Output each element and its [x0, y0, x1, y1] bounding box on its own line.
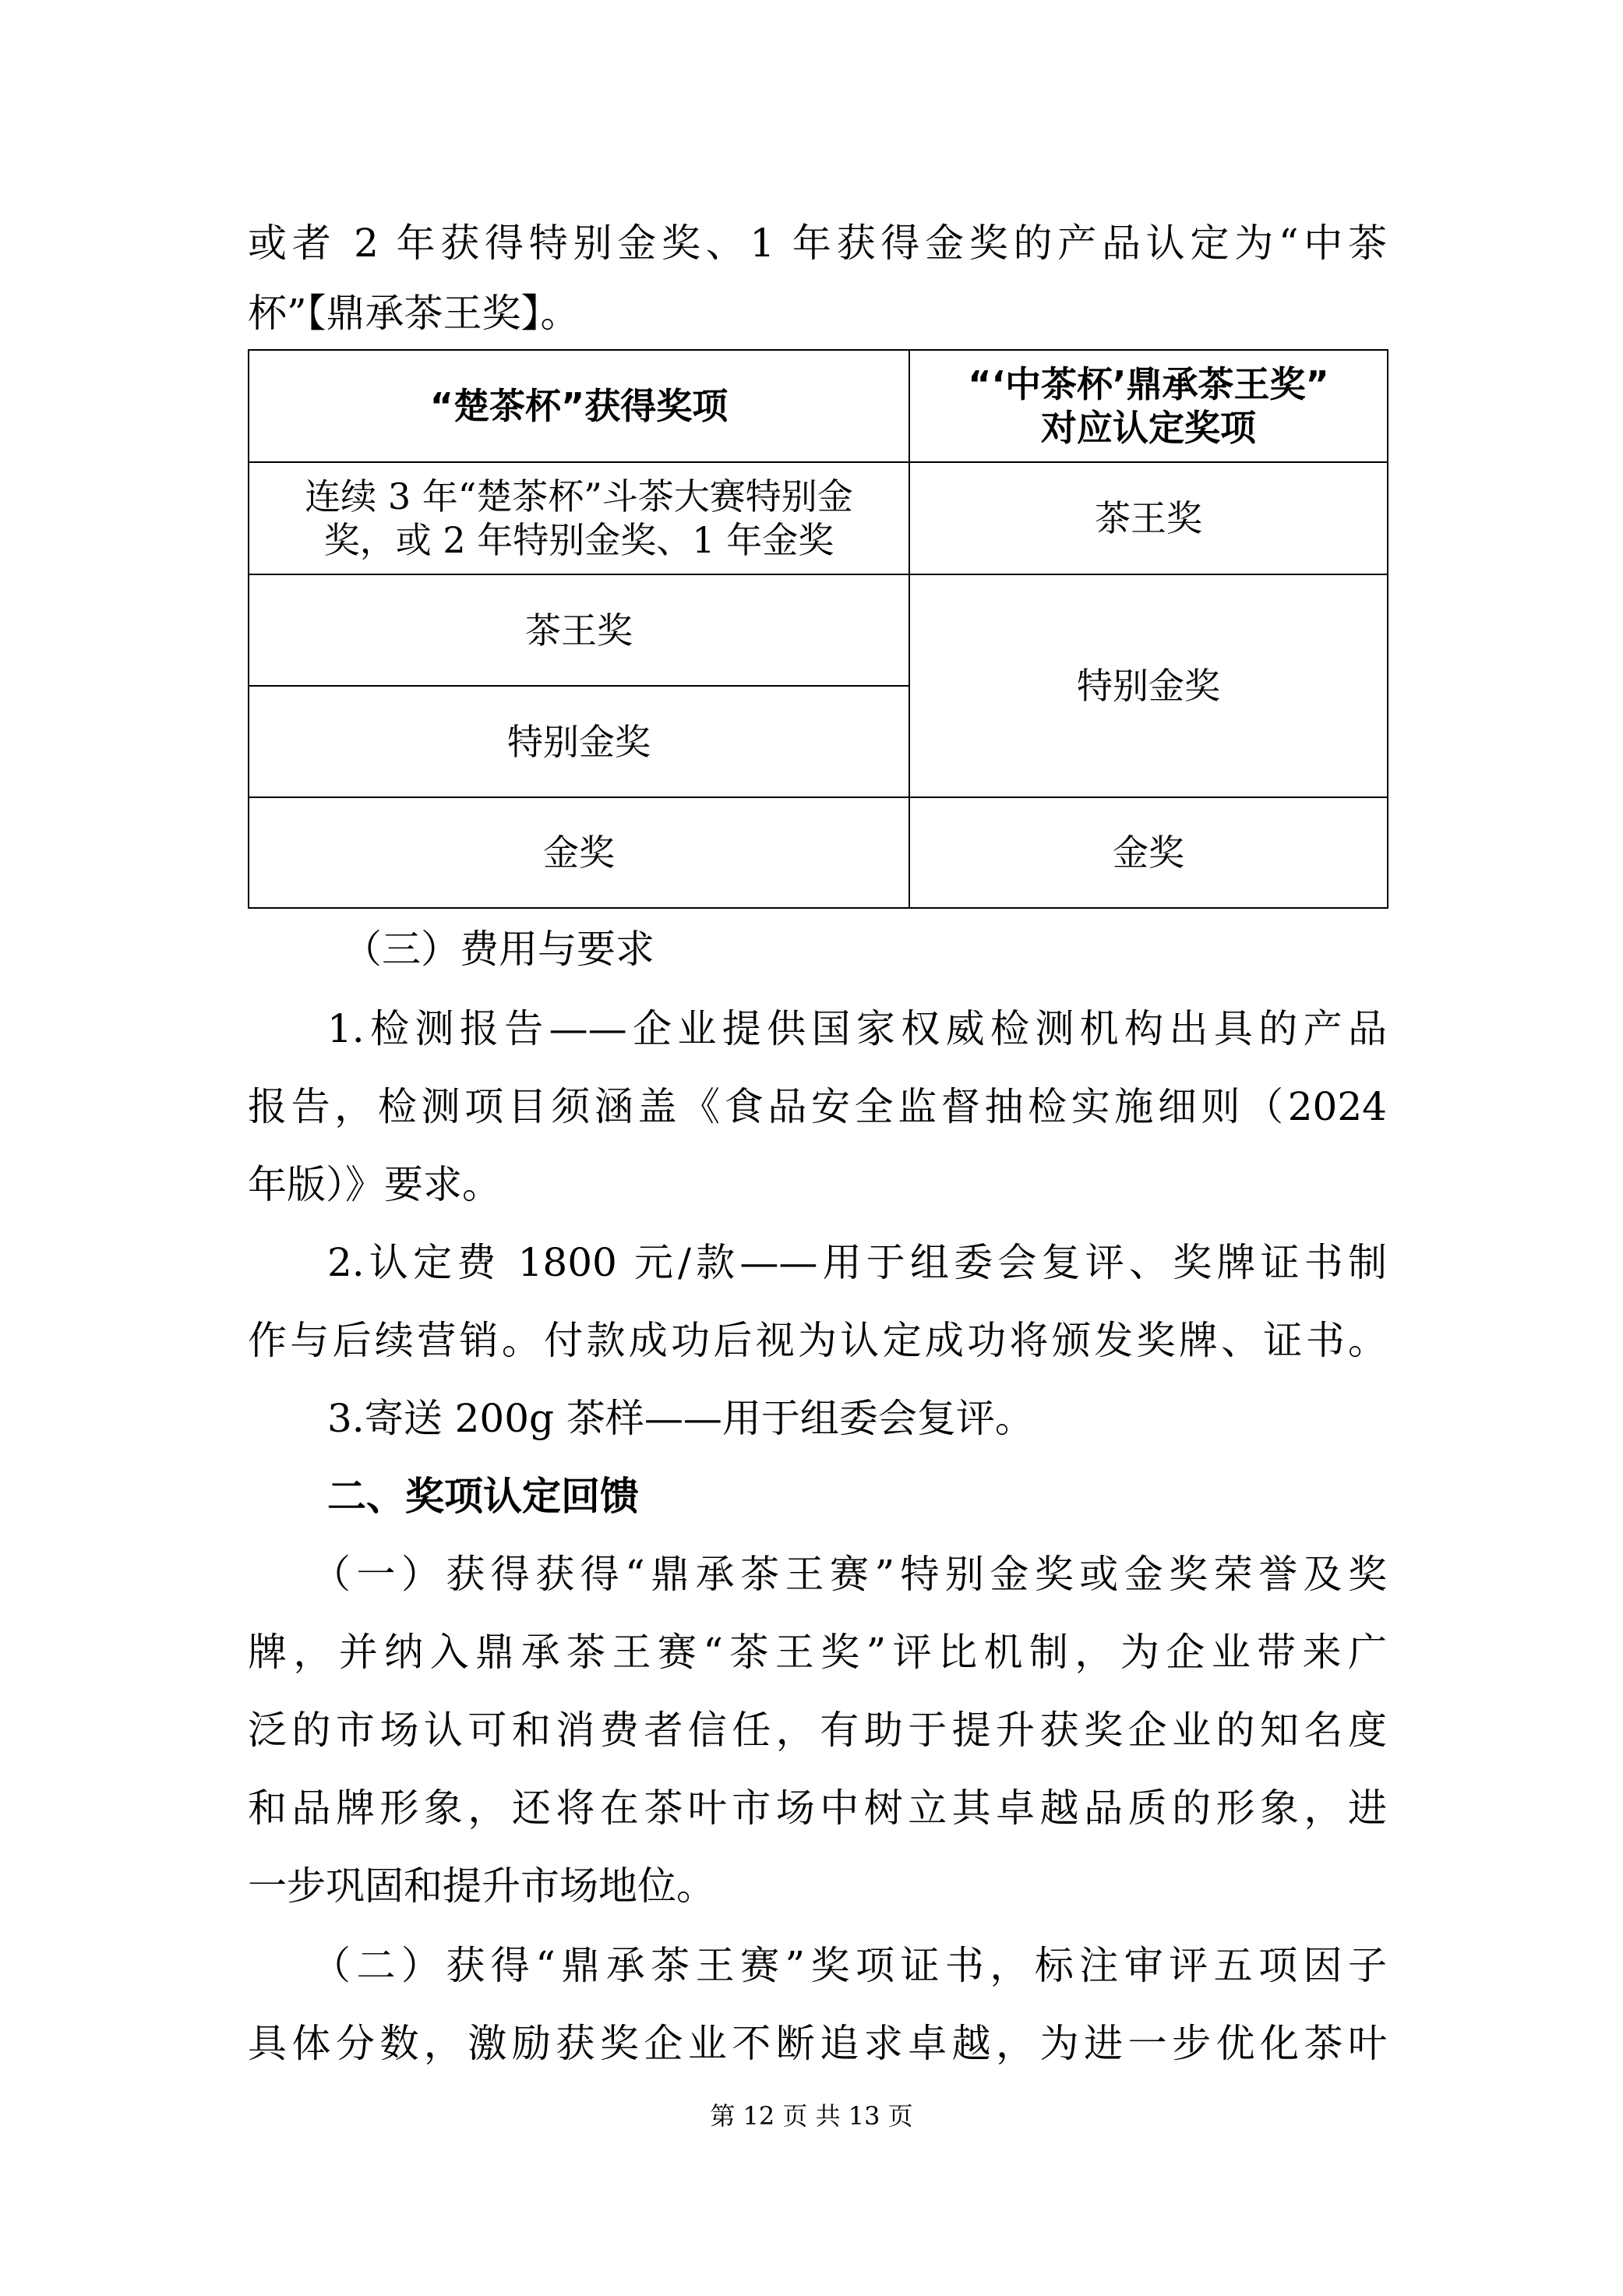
section-two-p2-line-2: 具体分数，激励获奖企业不断追求卓越，为进一步优化茶叶 — [248, 2021, 1387, 2066]
header-chucha-awards: “楚茶杯”获得奖项 — [249, 350, 909, 462]
section3-title: （三）费用与要求 — [343, 927, 654, 972]
section-two-p1-line-5: 一步巩固和提升市场地位。 — [248, 1863, 715, 1909]
section-two-p1-line-4: 和品牌形象，还将在茶叶市场中树立其卓越品质的形象，进 — [248, 1786, 1387, 1831]
section-two-p1-line-3: 泛的市场认可和消费者信任，有助于提升获奖企业的知名度 — [248, 1708, 1387, 1753]
section3-item1-line-3: 年版）》要求。 — [248, 1162, 501, 1207]
header-zhongcha-awards — [909, 350, 1388, 462]
section-two-heading: 二、奖项认定回馈 — [327, 1474, 639, 1519]
row1-right-cell: 茶王奖 — [909, 462, 1388, 574]
row4-left-cell: 金奖 — [249, 797, 909, 908]
row2-left-cell: 茶王奖 — [249, 574, 909, 686]
row1-left-line-1: 连续 3 年“楚茶杯”斗茶大赛特别金 — [305, 475, 853, 517]
page-footer: 第 12 页 共 13 页 — [710, 2101, 913, 2131]
section3-item3: 3.寄送 200g 茶样——用于组委会复评。 — [327, 1396, 1034, 1441]
row1-left-cell — [249, 462, 909, 574]
section3-item2-line-2: 作与后续营销。付款成功后视为认定成功将颁发奖牌、证书。 — [248, 1318, 1387, 1363]
award-mapping-table — [248, 349, 1388, 909]
row2-3-right-cell: 特别金奖 — [909, 574, 1388, 797]
section-two-p2-line-1: （二）获得“鼎承茶王赛”奖项证书，标注审评五项因子 — [312, 1943, 1387, 1988]
header-right-line-1: “‘中茶杯’鼎承茶王奖” — [968, 363, 1329, 405]
table-header-row — [249, 350, 1388, 462]
section3-item1-line-2: 报告，检测项目须涵盖《食品安全监督抽检实施细则（2024 — [248, 1084, 1387, 1129]
intro-line-2: 杯”【鼎承茶王奖】。 — [248, 291, 580, 336]
section3-item1-line-1: 1.检测报告——企业提供国家权威检测机构出具的产品 — [327, 1006, 1387, 1051]
table-row — [249, 462, 1388, 574]
row3-left-cell: 特别金奖 — [249, 686, 909, 797]
row1-left-line-2: 奖，或 2 年特别金奖、1 年金奖 — [323, 519, 834, 561]
row4-right-cell: 金奖 — [909, 797, 1388, 908]
header-right-line-2: 对应认定奖项 — [1041, 407, 1256, 449]
section-two-p1-line-1: （一）获得获得“鼎承茶王赛”特别金奖或金奖荣誉及奖 — [312, 1552, 1387, 1597]
section3-item2-line-1: 2.认定费 1800 元/款——用于组委会复评、奖牌证书制 — [327, 1240, 1387, 1285]
table-row — [249, 574, 1388, 686]
table-row — [249, 797, 1388, 908]
section-two-p1-line-2: 牌，并纳入鼎承茶王赛“茶王奖”评比机制，为企业带来广 — [248, 1630, 1387, 1675]
intro-line-1: 或者 2 年获得特别金奖、1 年获得金奖的产品认定为“中茶 — [248, 221, 1387, 266]
